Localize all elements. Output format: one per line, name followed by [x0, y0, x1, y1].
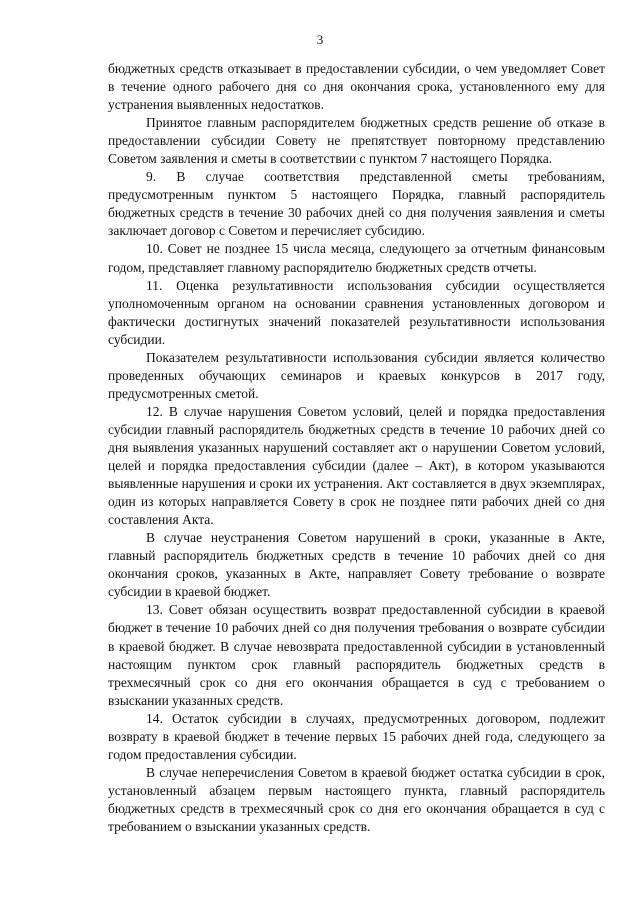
- paragraph-continuation: бюджетных средств отказывает в предоставлении субсидии, о чем уведомляет Совет в течение одного рабочего дня со дня окончания срока, установленного ему для устранения выявленных недостатков.: [108, 61, 605, 113]
- paragraph-item-14: 14. Остаток субсидии в случаях, предусмотренных договором, подлежит возврату в краевой бюджет в течение первых 15 рабочих дней года, следующего за годом предоставления субсидии.: [108, 710, 605, 762]
- paragraph-performance-indicator: Показателем результативности использования субсидии является количество проведенных обучающих семинаров и краевых конкурсов в 2017 году, предусмотренных сметой.: [108, 349, 605, 401]
- document-body: [108, 60, 605, 836]
- paragraph-non-transfer: В случае неперечисления Советом в краевой бюджет остатка субсидии в срок, установленный абзацем первым настоящего пункта, главный распорядитель бюджетных средств в трехмесячный срок со дня его окончания обращается в суд с требованием о взыскании указанных средств.: [108, 764, 605, 834]
- paragraph-item-11: 11. Оценка результативности использования субсидии осуществляется уполномоченным органом на основании сравнения установленных договором и фактически достигнутых значений показателей результативности использования субсидии.: [108, 277, 605, 347]
- paragraph-item-9: 9. В случае соответствия представленной сметы требованиям, предусмотренным пунктом 5 настоящего Порядка, главный распорядитель бюджетных средств в течение 30 рабочих дней со дня получения заявления и сметы заключает договор с Советом и перечисляет субсидию.: [108, 169, 605, 239]
- page-number: 3: [316, 32, 324, 47]
- paragraph-item-10: 10. Совет не позднее 15 числа месяца, следующего за отчетным финансовым годом, представляет главному распорядителю бюджетных средств отчеты.: [108, 241, 605, 275]
- paragraph-item-12: 12. В случае нарушения Советом условий, целей и порядка предоставления субсидии главный распорядитель бюджетных средств в течение 10 рабочих дней со дня выявления указанных нарушений составляет акт о нарушении Советом условий, целей и порядка предоставления субсидии (далее – Акт), в котором указываются выявленные нарушения и сроки их устранения. Акт составляется в двух экземплярах, один из которых направляется Совету в срок не позднее пяти рабочих дней со дня составления Акта.: [108, 403, 605, 528]
- paragraph-item-13: 13. Совет обязан осуществить возврат предоставленной субсидии в краевой бюджет в течение 10 рабочих дней со дня получения требования о возврате субсидии в краевой бюджет. В случае невозврата предоставленной субсидии в установленный настоящим пунктом срок главный распорядитель бюджетных средств в трехмесячный срок со дня его окончания обращается в суд с требованием о взыскании указанных средств.: [108, 602, 605, 708]
- paragraph-non-elimination: В случае неустранения Советом нарушений в сроки, указанные в Акте, главный распорядитель бюджетных средств в течение 10 рабочих дней со дня окончания сроков, указанных в Акте, направляет Совету требование о возврате субсидии в краевой бюджет.: [108, 530, 605, 600]
- paragraph-refusal-decision: Принятое главным распорядителем бюджетных средств решение об отказе в предоставлении субсидии Совету не препятствует повторному представлению Советом заявления и сметы в соответствии с пунктом 7 настоящего Порядка.: [108, 115, 605, 167]
